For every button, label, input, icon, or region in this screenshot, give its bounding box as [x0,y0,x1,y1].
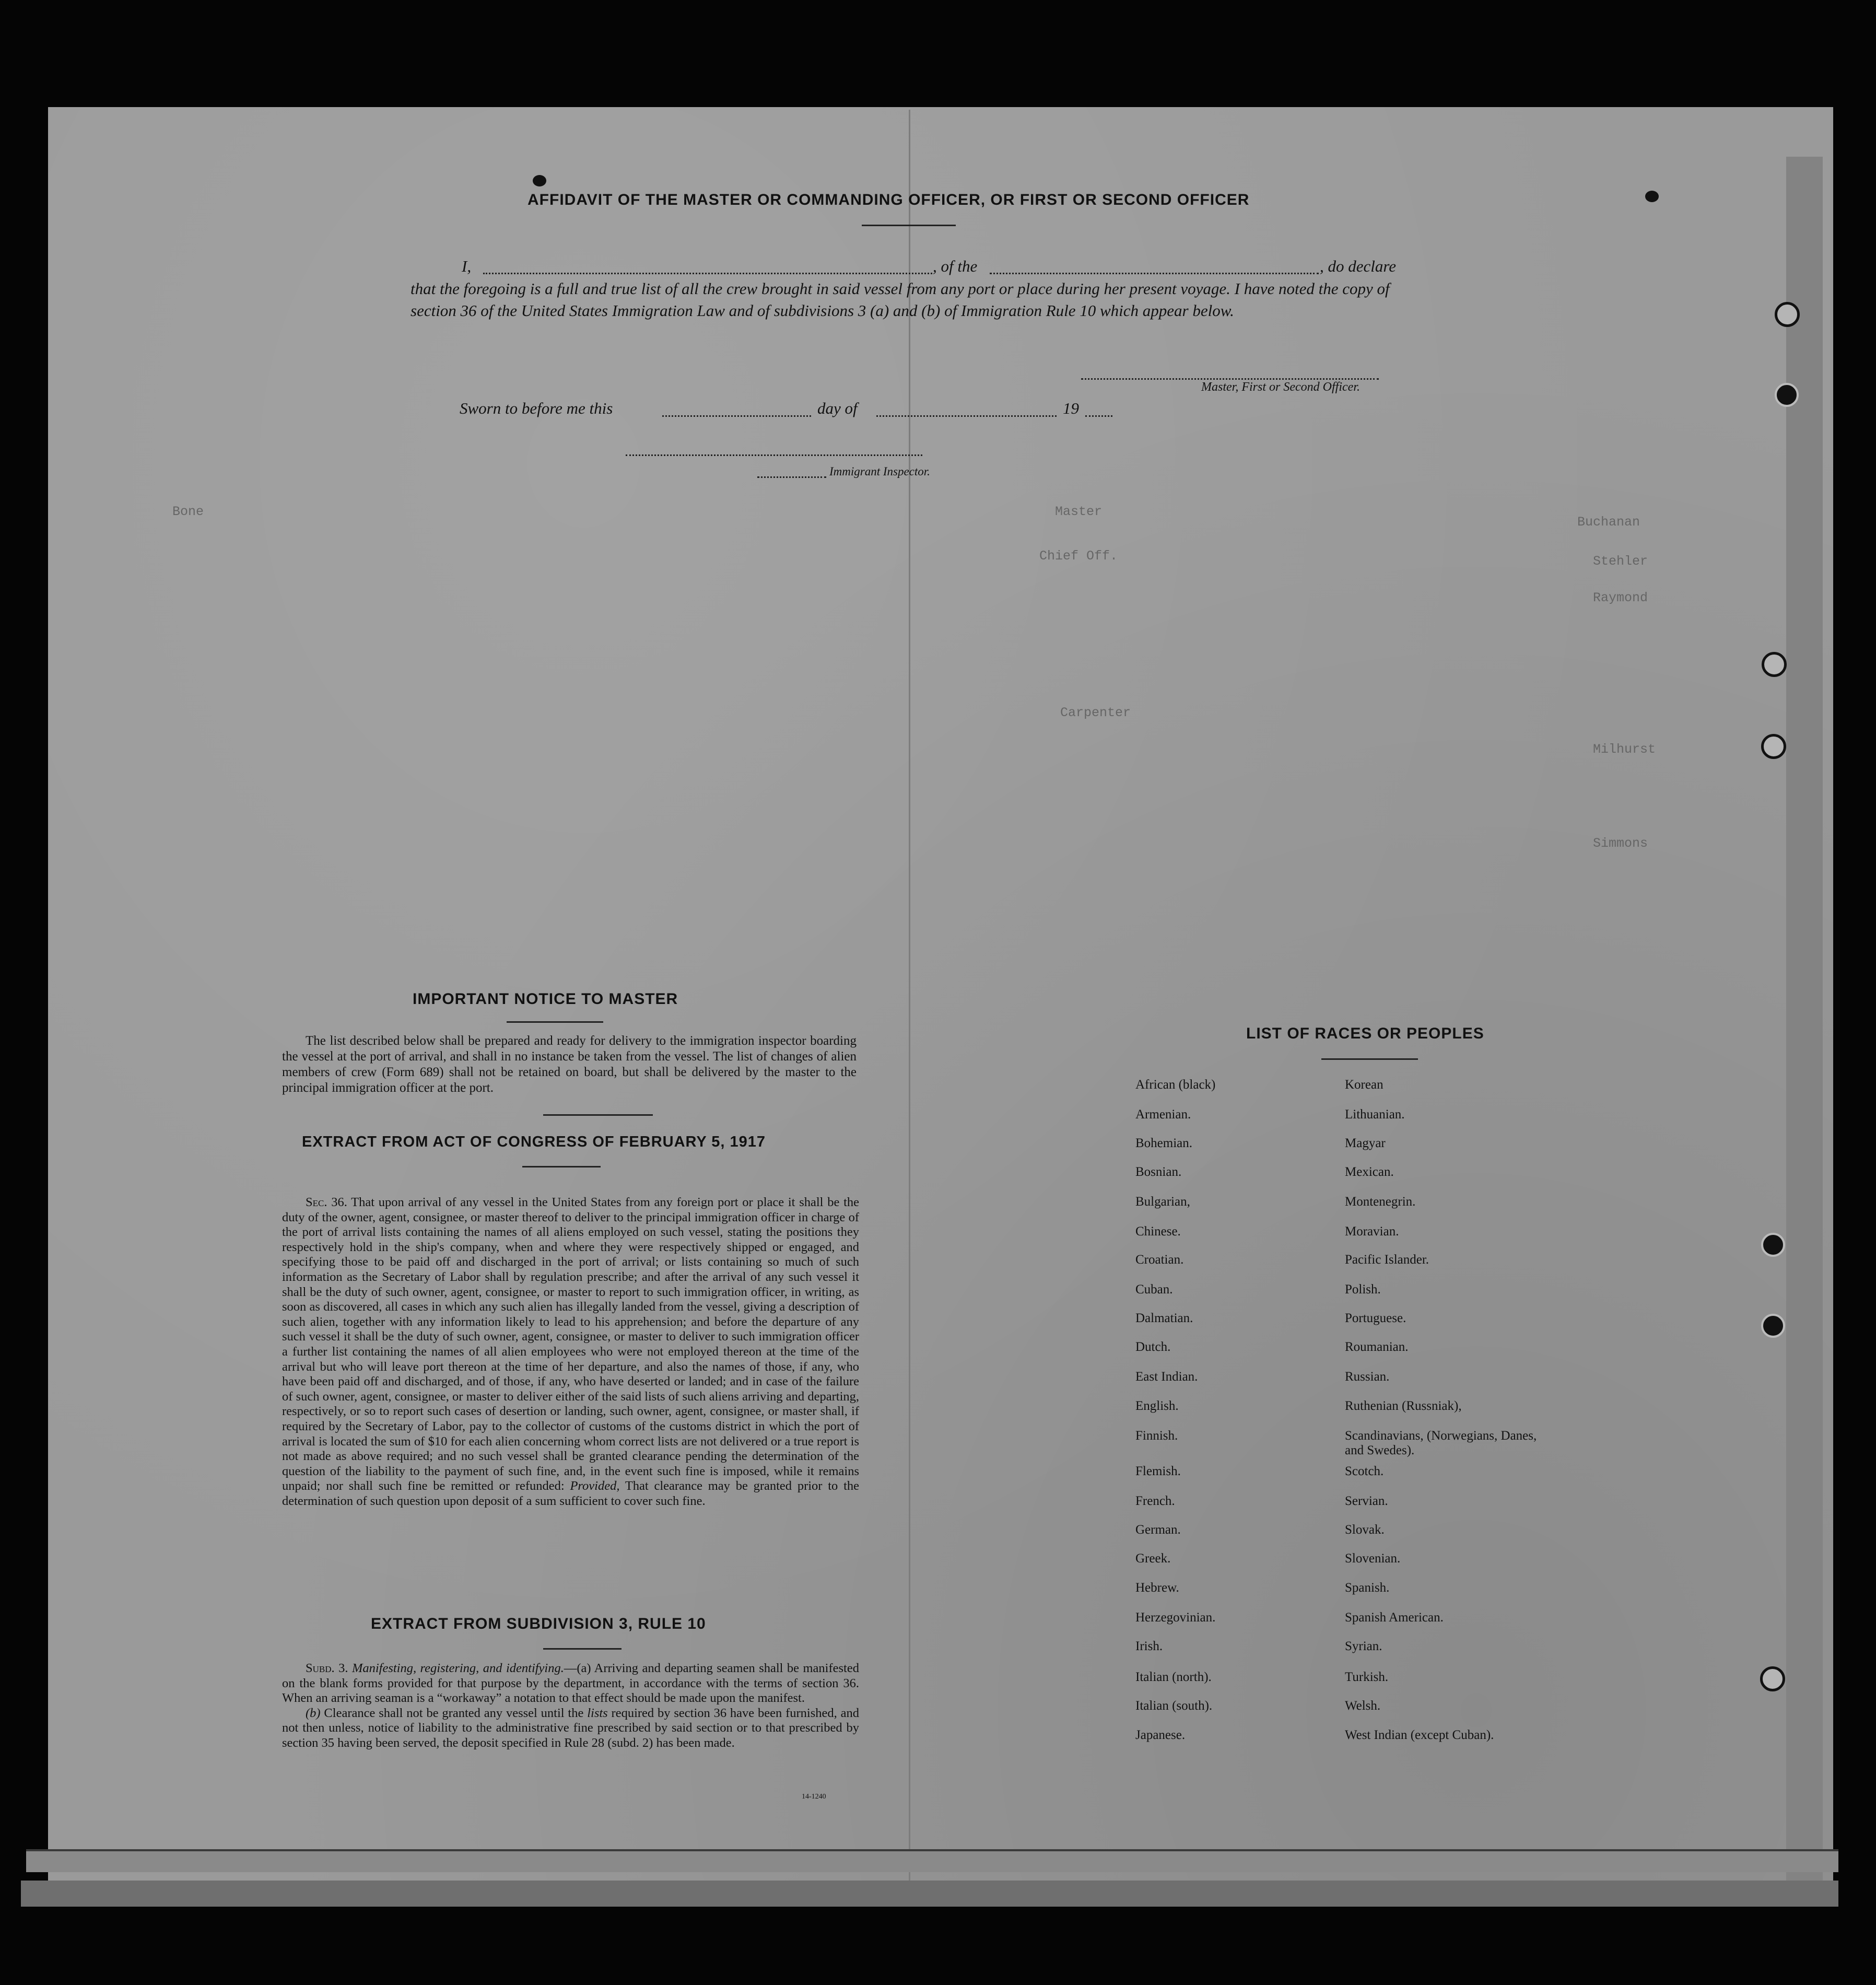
sworn-prefix: Sworn to before me this [460,399,613,417]
race-item: Lithuanian. [1345,1107,1405,1122]
bleed-through-text: Carpenter [1060,705,1131,720]
signature-field[interactable] [1081,378,1379,380]
race-item: East Indian. [1135,1370,1198,1384]
race-item: Italian (south). [1135,1699,1213,1713]
race-item: Slovenian. [1345,1551,1401,1566]
extract-divider-bottom [522,1166,601,1167]
sworn-day-of: day of [817,399,858,417]
race-item: Slovak. [1345,1523,1385,1537]
race-item: Croatian. [1135,1253,1184,1267]
sworn-year: 19 [1063,399,1079,417]
notice-divider [507,1021,603,1023]
race-item: Polish. [1345,1282,1381,1297]
race-item: Herzegovinian. [1135,1610,1216,1625]
punch-hole-icon [1761,734,1786,759]
bleed-through-text: Stehler [1593,554,1648,569]
notice-title: IMPORTANT NOTICE TO MASTER [413,990,678,1008]
binding-strip [1786,157,1823,1881]
punch-hole-icon [1775,383,1799,407]
ink-blot-icon [533,175,546,186]
race-item: Cuban. [1135,1282,1173,1297]
race-item: Bulgarian, [1135,1195,1190,1209]
race-item: Hebrew. [1135,1581,1179,1595]
race-item: Spanish. [1345,1581,1390,1595]
subd-label: Subd. 3. [306,1661,348,1675]
provided-label: Provided, [570,1479,620,1493]
affidavit-body: that the foregoing is a full and true list of all the crew brought in said vessel from any port or place during her present voyage. I have noted the copy of section 36 of the United States Immigration Law and of subdivisions 3 (a) and (b) of Immigration Rule 10 which appear below. [411,279,1390,320]
race-item: Bosnian. [1135,1165,1182,1179]
page-fold [909,110,910,1886]
race-item: Bohemian. [1135,1136,1193,1150]
provided-text: That clearance may be granted prior to the determination of such question upon deposit of a sum sufficient to cover such fine. [282,1479,859,1508]
race-item: Korean [1345,1078,1383,1092]
bleed-through-text: Bone [172,504,204,519]
punch-hole-icon [1760,1666,1785,1691]
race-item: Mexican. [1345,1165,1394,1179]
race-item: Japanese. [1135,1728,1186,1742]
race-item: Magyar [1345,1136,1386,1150]
races-title: LIST OF RACES OR PEOPLES [1246,1025,1484,1042]
affidavit-declare-label: , do declare [1320,257,1397,275]
race-item: Scandinavians, (Norwegians, Danes, and Swedes). [1345,1429,1537,1457]
extract-rule-divider [543,1648,622,1650]
inspector-lead-dots [757,476,826,478]
race-item: Armenian. [1135,1107,1191,1122]
race-item: Dutch. [1135,1340,1171,1354]
ink-blot-icon [1645,191,1659,202]
affidavit-title: AFFIDAVIT OF THE MASTER OR COMMANDING OFFICER, OR FIRST OR SECOND OFFICER [527,191,1250,208]
vessel-field[interactable] [990,273,1319,274]
race-item: Moravian. [1345,1224,1399,1239]
bleed-through-text: Simmons [1593,836,1648,851]
races-divider [1321,1058,1418,1060]
race-item: Finnish. [1135,1429,1178,1443]
para-b-part2: required by section 36 have been furnished, and not then unless, notice of liability to the administrative fine prescribed by said section or to that prescribed by section 35 having been served, the deposit specified in Rule 28 (subd. 2) has been made. [282,1706,859,1750]
race-item: Pacific Islander. [1345,1253,1429,1267]
race-item: Ruthenian (Russniak), [1345,1399,1462,1413]
name-field[interactable] [483,273,932,274]
section-36-label: Sec. 36. [306,1195,347,1209]
race-item: Portuguese. [1345,1311,1406,1325]
extract-divider-top [543,1114,653,1116]
race-item: Dalmatian. [1135,1311,1193,1325]
affidavit-of-the-label: , of the [933,257,978,275]
subd-para-a: —(a) Arriving and departing seamen shall be manifested on the blank forms provided for that purpose by the department, in accordance with the terms of section 36. When an arriving seaman is a “workaway” a notation to that effect should be made upon the manifest. [282,1661,859,1706]
bleed-through-text: Milhurst [1593,742,1656,757]
race-item: African (black) [1135,1078,1216,1092]
sworn-day-field[interactable] [662,415,811,417]
race-item: Spanish American. [1345,1610,1444,1625]
bleed-through-text: Buchanan [1577,515,1640,530]
bleed-through-text: Raymond [1593,590,1648,605]
affidavit-i-label: I, [462,257,472,275]
section-36-body: That upon arrival of any vessel in the United States from any foreign port or place it shall be the duty of the owner, agent, consignee, or master thereof to deliver to the principal immigration officer in charge of the port of arrival lists containing the names of all aliens employed on such vessel, stating the positions they respectively hold in the ship's company, when and where they were respectively shipped or engaged, and specifying those to be paid off and discharged in the port of arrival; or lists containing so much of such information as the Secretary of Labor shall by regulation prescribe; and after the arrival of any such vessel it shall be the duty of such owner, agent, consignee, or master to report to such immigration officer, in writing, as soon as discovered, all cases in which any such alien has illegally landed from the vessel, giving a description of such alien, together with any information likely to lead to his apprehension; and before the departure of any such vessel it shall be the duty of such owner, agent, consignee, or master to deliver to such immigration officer a further list containing the names of all alien employees who were not employed thereon at the time of the arrival but who will leave port thereon at the time of her departure, and also the names of those, if any, who have been paid off and discharged, and of those, if any, who have deserted or landed; and in case of the failure of such owner, agent, consignee, or master to deliver either of the said lists of such aliens arriving and departing, respectively, or so to report such cases of desertion or landing, such owner, agent, consignee, or master shall, if required by the Secretary of Labor, pay to the collector of customs of the customs district in which the port of arrival is located the sum of $10 for each alien concerning whom correct lists are not delivered or a true report is not made as above required; and no such vessel shall be granted clearance pending the determination of the question of the liability to the payment of such fine, and, in the event such fine is imposed, while it remains unpaid; nor shall such fine be remitted or refunded: [282,1195,859,1493]
sworn-year-field[interactable] [1085,415,1112,417]
race-item: Irish. [1135,1639,1163,1653]
race-item: Italian (north). [1135,1670,1212,1684]
inspector-signature-field[interactable] [626,454,922,456]
bleed-through-text: Chief Off. [1039,548,1118,564]
notice-body: The list described below shall be prepared and ready for delivery to the immigration inspector boarding the vessel at the port of arrival, and shall in no instance be taken from the vessel. The list of changes of alien members of crew (Form 689) shall not be retained on board, but shall be delivered by the master to the principal immigration officer at the port. [282,1034,857,1095]
punch-hole-icon [1761,1314,1785,1338]
section-36-text [282,1195,859,1509]
sheet-shadow-edge [21,1881,1838,1907]
para-b-part1: Clearance shall not be granted any vessel until the [324,1706,584,1720]
punch-hole-icon [1775,302,1800,327]
subd-heading: Manifesting, registering, and identifying. [351,1661,564,1675]
race-item: Greek. [1135,1551,1171,1566]
race-item: Welsh. [1345,1699,1381,1713]
race-item: French. [1135,1494,1175,1508]
race-item: German. [1135,1523,1181,1537]
race-item: Turkish. [1345,1670,1389,1684]
sheet-bottom-edge [26,1849,1838,1872]
race-item: Russian. [1345,1370,1390,1384]
race-item: Servian. [1345,1494,1388,1508]
form-number: 14-1240 [802,1793,826,1801]
extract-act-title: EXTRACT FROM ACT OF CONGRESS OF FEBRUARY 5, 1917 [302,1134,766,1150]
title-divider [862,225,956,226]
inspector-caption: Immigrant Inspector. [829,465,930,478]
bleed-through-text: Master [1055,504,1103,519]
sworn-month-field[interactable] [876,415,1057,417]
race-item: Chinese. [1135,1224,1181,1239]
race-item: Roumanian. [1345,1340,1409,1354]
document-sheet [48,107,1833,1888]
race-item: Syrian. [1345,1639,1382,1653]
signature-caption: Master, First or Second Officer. [1201,380,1360,394]
para-b-label: (b) [306,1706,321,1720]
para-b-lists: lists [587,1706,608,1720]
race-item: Flemish. [1135,1464,1181,1478]
extract-rule-title: EXTRACT FROM SUBDIVISION 3, RULE 10 [371,1615,706,1632]
punch-hole-icon [1761,1233,1785,1257]
race-item: English. [1135,1399,1179,1413]
race-item: Montenegrin. [1345,1195,1416,1209]
subdivision-text [282,1661,859,1751]
race-item: West Indian (except Cuban). [1345,1728,1494,1742]
punch-hole-icon [1762,652,1787,677]
race-item: Scotch. [1345,1464,1384,1478]
